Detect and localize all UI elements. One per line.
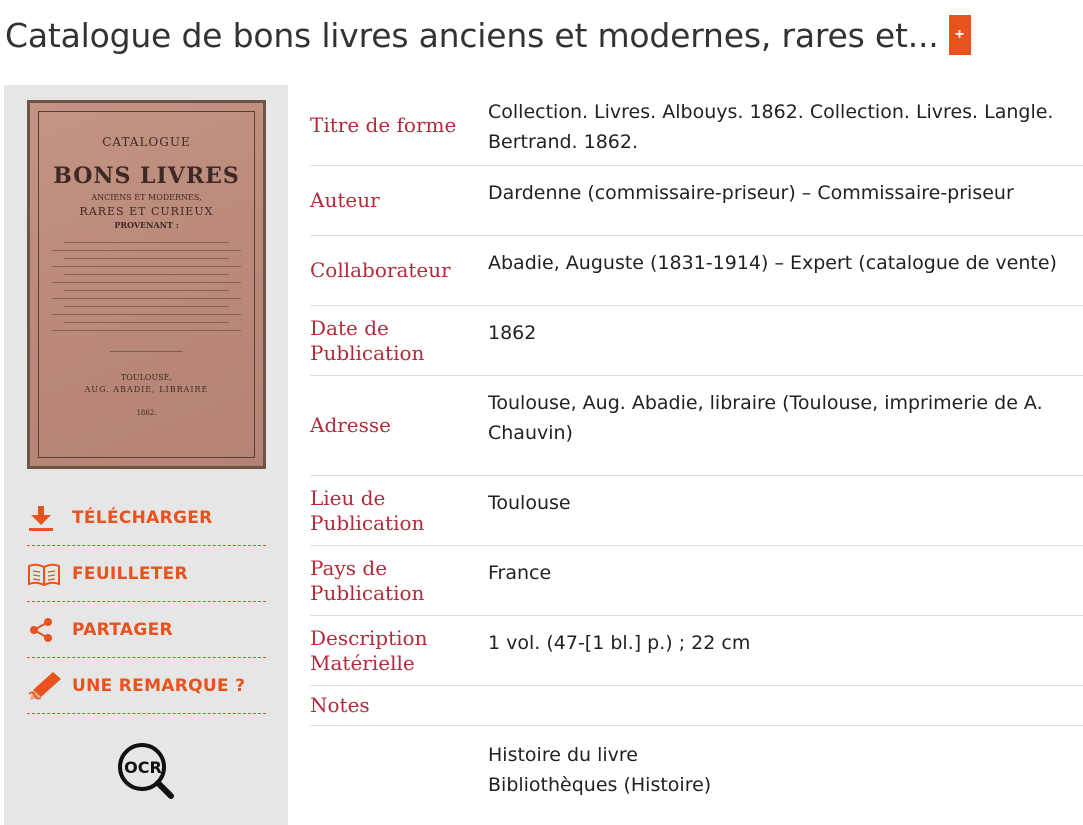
metadata-label: Pays de Publication [310, 555, 425, 605]
cover-text-lines [46, 235, 247, 338]
cover-line-3: ANCIENS ET MODERNES, [91, 193, 202, 202]
action-list [27, 490, 266, 714]
subject-item: Histoire du livre [488, 744, 638, 766]
cover-page [30, 103, 263, 466]
metadata-value [488, 686, 1083, 725]
metadata-row [310, 686, 1083, 726]
cover-line-5: PROVENANT : [114, 220, 179, 230]
metadata-row [310, 616, 1083, 686]
download-button[interactable] [27, 490, 266, 546]
metadata-label: Adresse [310, 413, 392, 437]
subjects-row [310, 726, 1083, 808]
cover-line-8: 1862. [136, 409, 157, 417]
cover-line-7: AUG. ABADIE, LIBRAIRE [84, 385, 209, 394]
subject-item: Bibliothèques (Histoire) [488, 774, 712, 796]
subjects-list [488, 726, 1083, 808]
remark-label: UNE REMARQUE ? [72, 675, 246, 696]
metadata-value: Collection. Livres. Albouys. 1862. Collection. Livres. Langle. Bertrand. 1862. [488, 101, 1054, 153]
metadata-value: 1 vol. (47-[1 bl.] p.) ; 22 cm [488, 632, 751, 654]
metadata-label: Description Matérielle [310, 625, 428, 675]
share-label: PARTAGER [72, 619, 173, 640]
metadata-row [310, 306, 1083, 376]
metadata-label: Notes [310, 693, 370, 717]
page-title: Catalogue de bons livres anciens et modernes, rares et... [5, 15, 939, 55]
book-cover-image[interactable] [27, 100, 266, 469]
cover-line-1: CATALOGUE [102, 135, 191, 149]
browse-label: FEUILLETER [72, 563, 188, 584]
ocr-magnifier-icon [115, 740, 177, 802]
metadata-value: Toulouse [488, 492, 571, 514]
metadata-row [310, 236, 1083, 306]
metadata-label: Auteur [310, 188, 380, 212]
book-icon [27, 558, 69, 590]
cover-line-6: TOULOUSE, [120, 373, 173, 382]
metadata-row [310, 476, 1083, 546]
browse-button[interactable] [27, 546, 266, 602]
cover-line-4: RARES ET CURIEUX [79, 205, 214, 218]
title-row [5, 10, 971, 60]
ocr-label: OCR [124, 758, 162, 777]
metadata-value: 1862 [488, 322, 537, 344]
subjects-label-cell [310, 726, 488, 808]
metadata-row [310, 376, 1083, 476]
metadata-label: Date de Publication [310, 315, 425, 365]
expand-title-button[interactable]: + [949, 15, 971, 55]
share-button[interactable] [27, 602, 266, 658]
download-icon [27, 502, 69, 534]
metadata-label: Lieu de Publication [310, 485, 425, 535]
cover-line-2: BONS LIVRES [53, 163, 240, 189]
metadata-label: Titre de forme [310, 112, 457, 137]
share-icon [27, 614, 69, 646]
remark-button[interactable] [27, 658, 266, 714]
metadata-value: Abadie, Auguste (1831-1914) – Expert (catalogue de vente) [488, 252, 1057, 274]
metadata-label: Collaborateur [310, 258, 451, 282]
pencil-icon [27, 670, 69, 702]
metadata-value: Dardenne (commissaire-priseur) – Commissaire-priseur [488, 182, 1014, 204]
download-label: TÉLÉCHARGER [72, 507, 213, 528]
metadata-row [310, 85, 1083, 166]
metadata-value: France [488, 562, 552, 584]
metadata-row [310, 166, 1083, 236]
metadata-value: Toulouse, Aug. Abadie, libraire (Toulouse, imprimerie de A. Chauvin) [488, 392, 1043, 444]
metadata-table [310, 85, 1083, 808]
sidebar [4, 85, 288, 825]
ocr-button[interactable] [115, 740, 177, 802]
cover-rule [110, 351, 183, 352]
metadata-row [310, 546, 1083, 616]
